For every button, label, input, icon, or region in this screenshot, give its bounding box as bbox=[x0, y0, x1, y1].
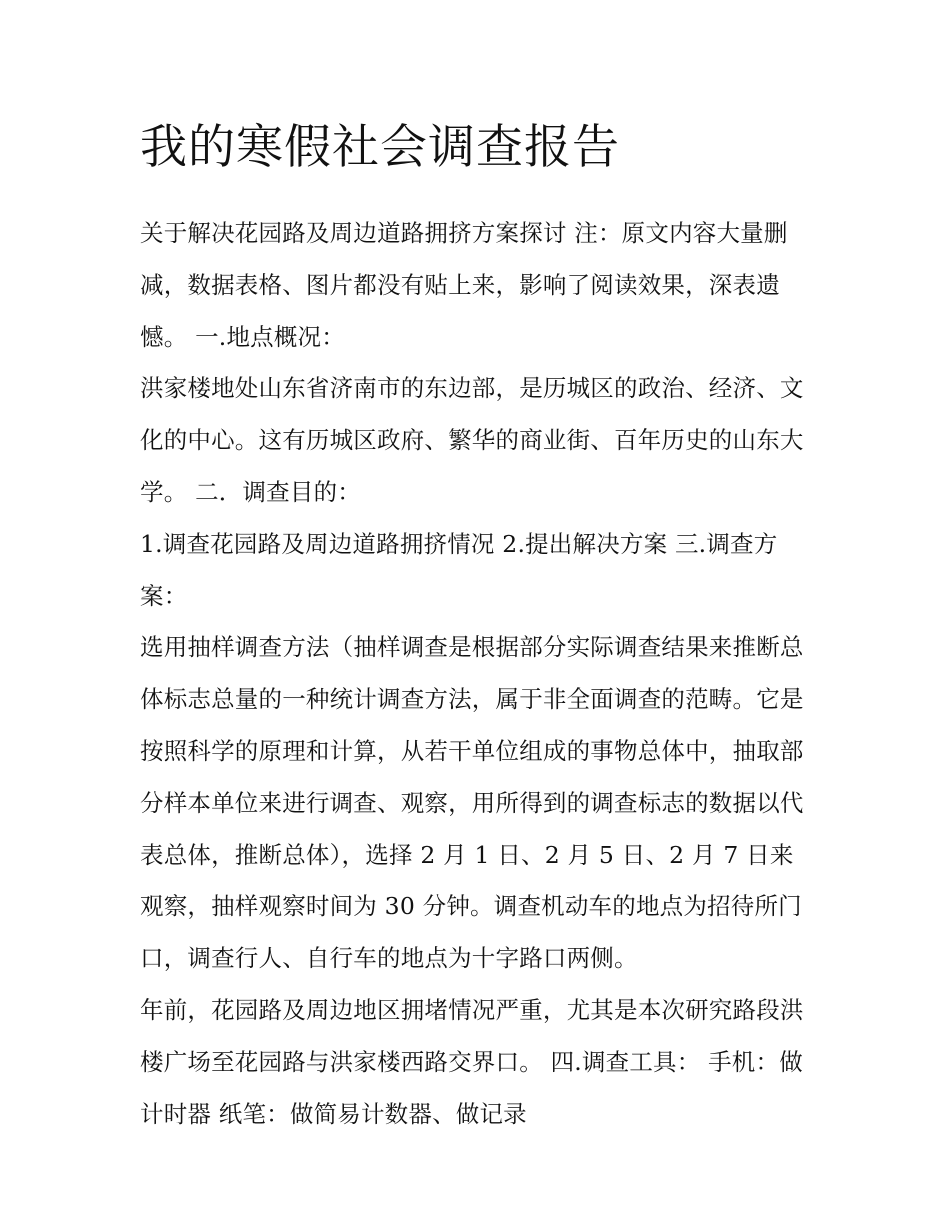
document-title: 我的寒假社会调查报告 bbox=[140, 120, 620, 175]
paragraph-intro: 关于解决花园路及周边道路拥挤方案探讨 注：原文内容大量删减，数据表格、图片都没有贴上来，影响了阅读效果，深表遗憾。 一.地点概况： bbox=[140, 219, 788, 351]
paragraph-method: 选用抽样调查方法（抽样调查是根据部分实际调查结果来推断总体标志总量的一种统计调查方法，属于非全面调查的范畴。它是按照科学的原理和计算，从若干单位组成的事物总体中，抽取部分样本单位来进行调查、观察，用所得到的调查标志的数据以代表总体，推断总体），选择 2 月 1 日、2 月 5 日、2 月 7 日来观察，抽样观察时间为 30 分钟。调查机动车的地点为招待所门口，调查行人、自行车的地点为十字路口两侧。 bbox=[140, 633, 804, 973]
paragraph-situation-tools: 年前，花园路及周边地区拥堵情况严重，尤其是本次研究路段洪楼广场至花园路与洪家楼西路交界口。 四.调查工具： 手机：做计时器 纸笔：做简易计数器、做记录 bbox=[140, 995, 804, 1128]
paragraph-location: 洪家楼地处山东省济南市的东边部，是历城区的政治、经济、文化的中心。这有历城区政府、繁华的商业街、百年历史的山东大学。 二．调查目的： bbox=[140, 374, 804, 506]
document-page bbox=[140, 116, 812, 1140]
paragraph-purpose: 1.调查花园路及周边道路拥挤情况 2.提出解决方案 三.调查方案： bbox=[140, 529, 778, 610]
document-body bbox=[140, 208, 812, 1140]
